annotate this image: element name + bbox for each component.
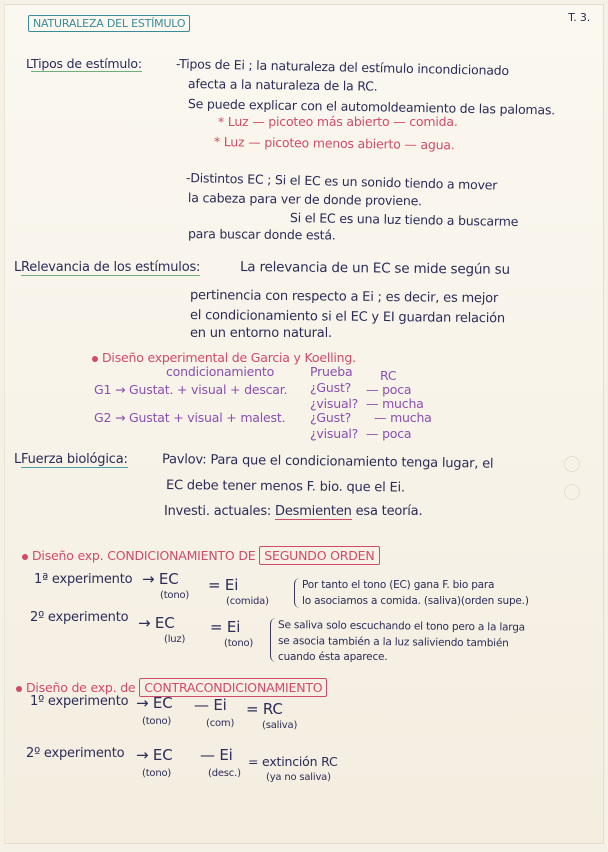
design-garcia: [92, 350, 356, 365]
group-2: G2 → Gustat + visual + malest.: [94, 410, 286, 425]
so-exp-1: 1ª experimento: [34, 572, 133, 587]
bullet-dot: [16, 686, 22, 692]
g1-test-gust: ¿Gust?: [310, 380, 352, 395]
fuerza-line-1: Pavlov: Para que el condicionamiento tenga lugar, el: [161, 452, 494, 472]
design-segundo-label: Diseño exp. CONDICIONAMIENTO DE: [32, 548, 256, 563]
tipos-line-3: Se puede explicar con el automoldeamiento de las palomas.: [187, 96, 556, 118]
section-relevancia: LRelevancia de los estímulos:: [14, 260, 201, 275]
so-exp-1-ei-sub: (comida): [226, 596, 269, 607]
col-prueba: Prueba: [310, 364, 353, 379]
cc-exp-2-ei: — Ei: [200, 746, 233, 764]
fuerza-line-2: EC debe tener menos F. bio. que el Ei.: [165, 478, 405, 496]
so-exp-2-note-1: Se saliva solo escuchando el tono pero a la larga: [277, 619, 526, 634]
design-garcia-text: Diseño experimental de Garcia y Koelling.: [102, 350, 356, 365]
fuerza-line-3-c: esa teoría.: [355, 504, 423, 519]
so-exp-1-note-2: lo asociamos a comida. (saliva)(orden supe.): [302, 595, 529, 607]
page-number: T. 3.: [568, 11, 590, 24]
binder-hole-mark: [564, 484, 580, 500]
segundo-orden-box: SEGUNDO ORDEN: [259, 546, 379, 565]
fuerza-line-3: [164, 504, 422, 519]
group-1: G1 → Gustat. + visual + descar.: [94, 382, 288, 397]
cc-exp-1: 1º experimento: [30, 694, 129, 709]
g1-result-gust: — poca: [366, 382, 412, 397]
section-fuerza: LFuerza biológica:: [14, 452, 128, 467]
design-contracondicionamiento: [16, 680, 327, 695]
cc-exp-1-rc: = RC: [246, 700, 283, 718]
tipos-line-7: la cabeza para ver de donde proviene.: [187, 190, 423, 209]
tipos-example-2: * Luz — picoteo menos abierto — agua.: [213, 134, 455, 153]
contracondicionamiento-box: CONTRACONDICIONAMIENTO: [139, 678, 327, 697]
binder-hole-mark: [564, 456, 580, 472]
so-exp-1-note-1: Por tanto el tono (EC) gana F. bio para: [302, 579, 495, 591]
bullet-dot: [92, 356, 98, 362]
section-tipos-label: Tipos de estímulo:: [31, 56, 142, 71]
so-exp-1-ec: → EC: [142, 570, 179, 588]
g2-test-visual: ¿visual?: [310, 426, 359, 441]
section-fuerza-label: Fuerza biológica:: [21, 452, 128, 467]
cc-exp-2: 2º experimento: [26, 746, 125, 761]
cc-exp-1-rc-sub: (saliva): [262, 720, 298, 731]
bullet-dot: [22, 554, 28, 560]
tipos-line-2: afecta a la naturaleza de la RC.: [187, 76, 378, 94]
cc-exp-2-ei-sub: (desc.): [208, 768, 241, 779]
notebook-page: [4, 4, 604, 844]
so-exp-1-ec-sub: (tono): [160, 590, 190, 601]
g2-result-gust: — mucha: [374, 410, 432, 425]
g2-test-gust: ¿Gust?: [310, 410, 352, 425]
relevancia-line-3: el condicionamiento si el EC y EI guardan relación: [189, 308, 506, 327]
so-exp-2: 2º experimento: [30, 610, 129, 625]
col-rc: RC: [380, 368, 397, 383]
relevancia-line-4: en un entorno natural.: [190, 326, 332, 341]
so-exp-2-note-3: cuando ésta aparece.: [278, 651, 388, 663]
relevancia-line-1: La relevancia de un EC se mide según su: [239, 259, 510, 278]
cc-exp-1-ei-sub: (com): [206, 718, 235, 729]
col-condicionamiento: condicionamiento: [166, 364, 275, 379]
cc-exp-1-ec: → EC: [136, 694, 173, 712]
tipos-line-8: Si el EC es una luz tiendo a buscarme: [289, 210, 519, 229]
tipos-line-6: -Distintos EC ; Si el EC es un sonido tiendo a mover: [185, 170, 498, 193]
so-exp-2-ei: = Ei: [210, 618, 241, 636]
cc-exp-1-ei: — Ei: [194, 696, 227, 714]
so-exp-1-brace: [294, 578, 301, 608]
design-segundo-orden: [22, 548, 380, 563]
so-exp-2-ec-sub: (luz): [164, 634, 186, 645]
section-tipos: LTipos de estímulo:: [26, 56, 142, 71]
relevancia-line-2: pertinencia con respecto a Ei ; es decir, es mejor: [189, 288, 499, 307]
so-exp-2-brace: [270, 618, 277, 662]
g2-result-visual: — poca: [366, 426, 412, 441]
g1-result-visual: — mucha: [366, 396, 424, 411]
cc-exp-2-ec-sub: (tono): [142, 768, 172, 779]
cc-exp-2-ec: → EC: [136, 746, 173, 764]
cc-exp-1-ec-sub: (tono): [142, 716, 172, 727]
so-exp-2-ec: → EC: [138, 614, 175, 632]
section-relevancia-label: Relevancia de los estímulos:: [21, 260, 201, 275]
so-exp-2-ei-sub: (tono): [224, 638, 254, 649]
so-exp-2-note-2: se asocia también a la luz saliviendo también: [277, 635, 509, 650]
cc-exp-2-result-sub: (ya no saliva): [266, 772, 331, 783]
g1-test-visual: ¿visual?: [310, 396, 359, 411]
page-title: [28, 16, 190, 31]
page-edge: [4, 4, 5, 844]
tipos-line-1: -Tipos de Ei ; la naturaleza del estímulo incondicionado: [175, 56, 510, 78]
design-contra-label: Diseño de exp. de: [26, 680, 136, 695]
tipos-line-9: para buscar donde está.: [187, 226, 336, 243]
tipos-example-1: * Luz — picoteo más abierto — comida.: [218, 114, 458, 129]
fuerza-line-3-b: Desmienten: [275, 504, 352, 519]
so-exp-1-ei: = Ei: [208, 576, 239, 594]
fuerza-line-3-a: Investi. actuales:: [164, 504, 272, 519]
cc-exp-2-result: = extinción RC: [248, 754, 338, 769]
title-box: NATURALEZA DEL ESTÍMULO: [28, 15, 190, 32]
